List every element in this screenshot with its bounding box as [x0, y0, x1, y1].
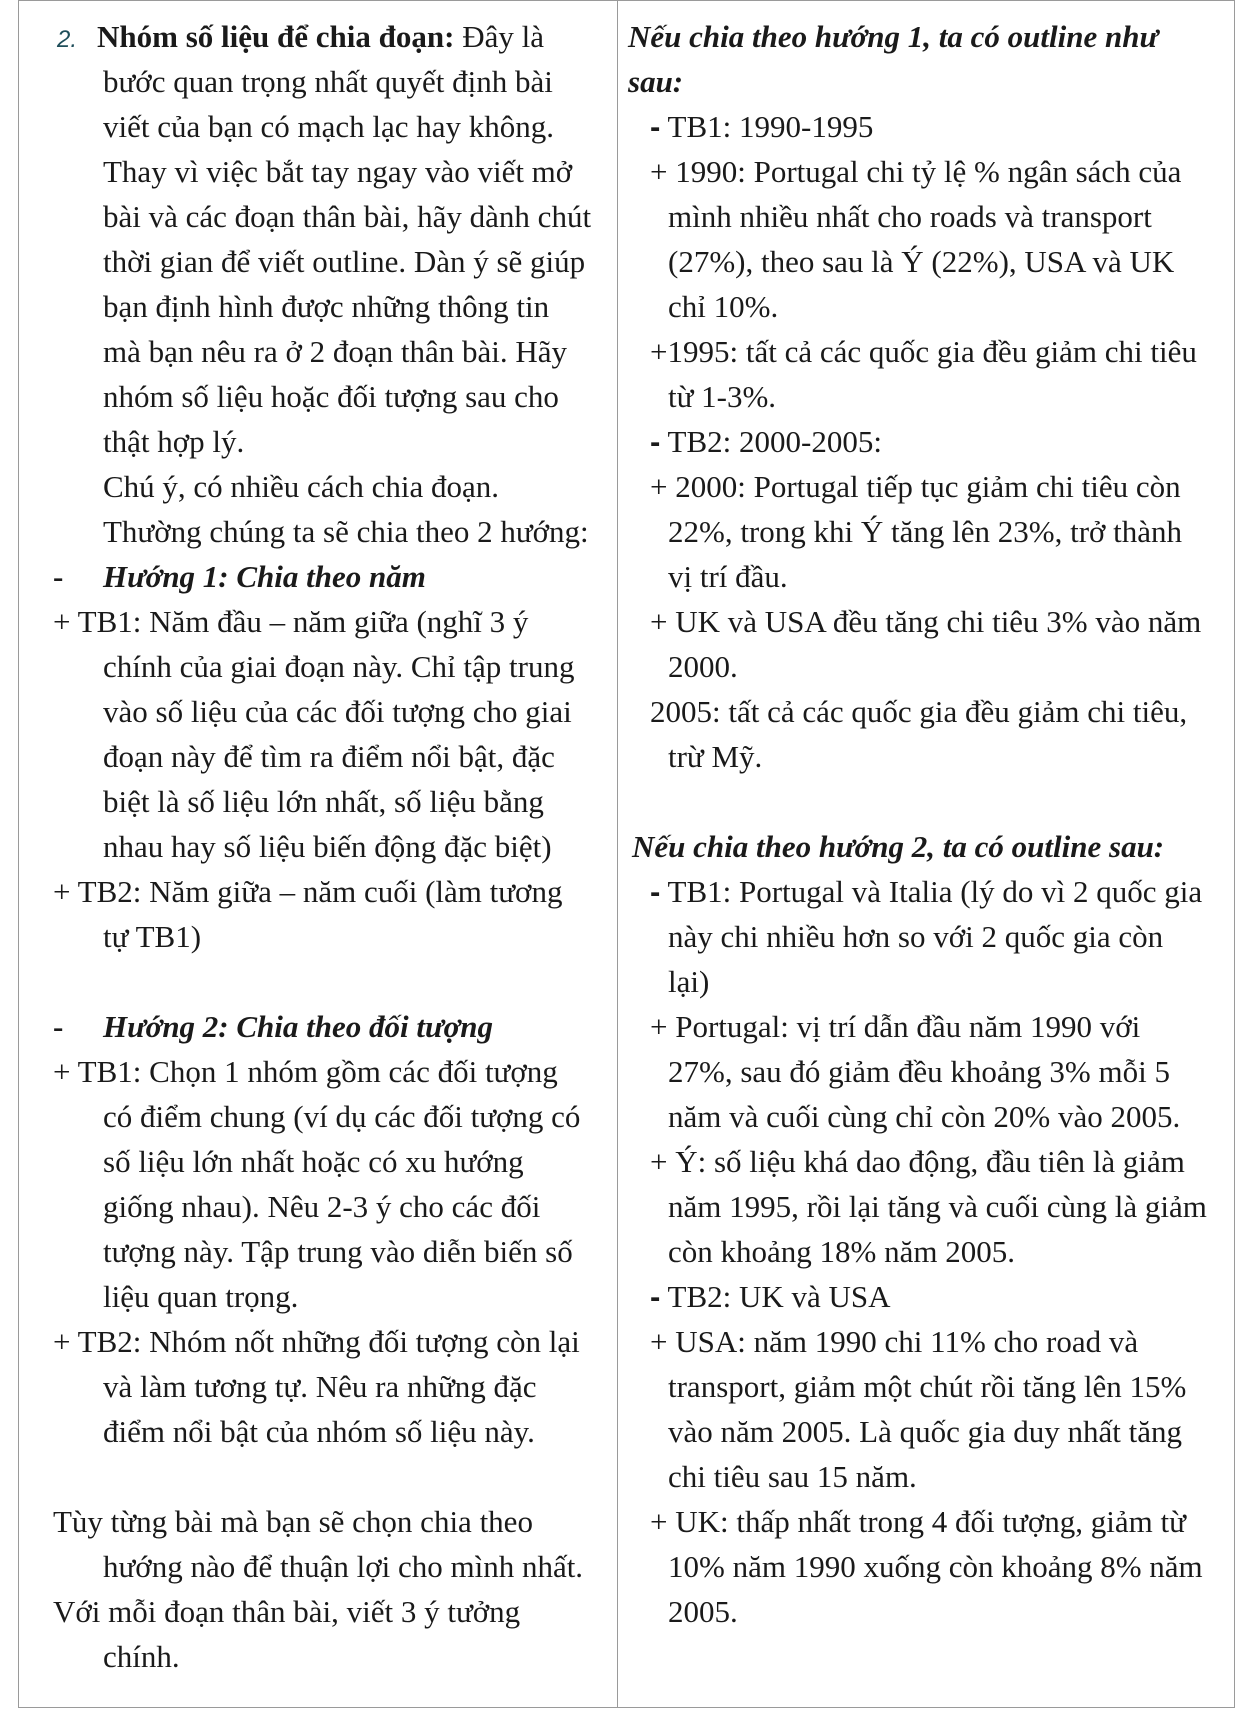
- direction-2-title: Hướng 2: Chia theo đối tượng: [103, 1009, 493, 1044]
- item-2-heading-line: [57, 14, 544, 59]
- direction-2-dash: -: [53, 1009, 64, 1044]
- outline-1-line: 2000.: [668, 649, 738, 684]
- outline-1-line: chỉ 10%.: [668, 289, 779, 324]
- direction-1-line: + TB2: Năm giữa – năm cuối (làm tương: [53, 874, 563, 909]
- closing-line: Tùy từng bài mà bạn sẽ chọn chia theo: [53, 1504, 533, 1539]
- direction-1-title: Hướng 1: Chia theo năm: [103, 559, 426, 594]
- intro-line: bạn định hình được những thông tin: [103, 289, 550, 324]
- intro-line: thật hợp lý.: [103, 424, 245, 459]
- closing-line: chính.: [103, 1639, 180, 1674]
- outline-2-line: 2005.: [668, 1594, 738, 1629]
- outline-text: TB2: 2000-2005:: [660, 424, 882, 459]
- direction-1-line: + TB1: Năm đầu – năm giữa (nghĩ 3 ý: [53, 604, 529, 639]
- outline-2-line: năm và cuối cùng chỉ còn 20% vào 2005.: [668, 1099, 1181, 1134]
- outline-1-line: [650, 419, 882, 464]
- outline-1-line: + 1990: Portugal chi tỷ lệ % ngân sách của: [650, 154, 1182, 189]
- intro-line: bước quan trọng nhất quyết định bài: [103, 64, 553, 99]
- outline-2-line: lại): [668, 964, 710, 999]
- outline-2-line: 10% năm 1990 xuống còn khoảng 8% năm: [668, 1549, 1203, 1584]
- closing-line: hướng nào để thuận lợi cho mình nhất.: [103, 1549, 584, 1584]
- outline-2-line: còn khoảng 18% năm 2005.: [668, 1234, 1015, 1269]
- section-heading: Nhóm số liệu để chia đoạn:: [97, 19, 455, 54]
- outline-2-line: [650, 1274, 891, 1319]
- intro-line: thời gian để viết outline. Dàn ý sẽ giúp: [103, 244, 586, 279]
- outline-text: TB1: 1990-1995: [660, 109, 874, 144]
- direction-2-line: và làm tương tự. Nêu ra những đặc: [103, 1369, 537, 1404]
- outline-2-line: [650, 869, 1202, 914]
- outline-1-line: từ 1-3%.: [668, 379, 777, 414]
- direction-1-line: biệt là số liệu lớn nhất, số liệu bằng: [103, 784, 544, 819]
- direction-1-line: tự TB1): [103, 919, 202, 954]
- table-row: [19, 1, 1235, 1708]
- outline-2-line: 27%, sau đó giảm đều khoảng 3% mỗi 5: [668, 1054, 1170, 1089]
- outline-2-line: + USA: năm 1990 chi 11% cho road và: [650, 1324, 1139, 1359]
- outline-2-line: vào năm 2005. Là quốc gia duy nhất tăng: [668, 1414, 1182, 1449]
- direction-1-dash: -: [53, 559, 64, 594]
- direction-1-line: nhau hay số liệu biến động đặc biệt): [103, 829, 552, 864]
- outline-2-line: + Portugal: vị trí dẫn đầu năm 1990 với: [650, 1009, 1141, 1044]
- outline-2-line: transport, giảm một chút rồi tăng lên 15%: [668, 1369, 1187, 1404]
- outline-1-title: Nếu chia theo hướng 1, ta có outline như: [628, 19, 1159, 54]
- dash-bullet: -: [650, 1279, 661, 1314]
- outline-1-line: vị trí đầu.: [668, 559, 788, 594]
- dash-bullet: -: [650, 424, 661, 459]
- outline-1-line: + UK và USA đều tăng chi tiêu 3% vào năm: [650, 604, 1202, 639]
- left-cell: [19, 1, 618, 1708]
- outline-2-line: năm 1995, rồi lại tăng và cuối cùng là giảm: [668, 1189, 1207, 1224]
- direction-2-line: liệu quan trọng.: [103, 1279, 299, 1314]
- direction-2-line: điểm nổi bật của nhóm số liệu này.: [103, 1414, 535, 1449]
- intro-text: Đây là: [454, 19, 544, 54]
- outline-1-line: 2005: tất cả các quốc gia đều giảm chi tiêu,: [650, 694, 1188, 729]
- outline-2-line: + Ý: số liệu khá dao động, đầu tiên là giảm: [650, 1144, 1185, 1179]
- outline-1-line: + 2000: Portugal tiếp tục giảm chi tiêu còn: [650, 469, 1181, 504]
- outline-2-line: này chi nhiều hơn so với 2 quốc gia còn: [668, 919, 1164, 954]
- direction-1-line: đoạn này để tìm ra điểm nổi bật, đặc: [103, 739, 555, 774]
- intro-line: nhóm số liệu hoặc đối tượng sau cho: [103, 379, 559, 414]
- closing-line: Với mỗi đoạn thân bài, viết 3 ý tưởng: [53, 1594, 521, 1629]
- intro-line: mà bạn nêu ra ở 2 đoạn thân bài. Hãy: [103, 334, 568, 369]
- intro-line: bài và các đoạn thân bài, hãy dành chút: [103, 199, 592, 234]
- direction-2-line: giống nhau). Nêu 2-3 ý cho các đối: [103, 1189, 541, 1224]
- outline-2-title: Nếu chia theo hướng 2, ta có outline sau:: [632, 829, 1165, 864]
- outline-1-line: [650, 104, 873, 149]
- right-cell: [618, 1, 1235, 1708]
- dash-bullet: -: [650, 874, 661, 909]
- outline-1-line: mình nhiều nhất cho roads và transport: [668, 199, 1152, 234]
- outline-2-line: + UK: thấp nhất trong 4 đối tượng, giảm từ: [650, 1504, 1186, 1539]
- content-table: [18, 0, 1235, 1708]
- outline-1-line: 22%, trong khi Ý tăng lên 23%, trở thành: [668, 514, 1183, 549]
- intro-line: viết của bạn có mạch lạc hay không.: [103, 109, 555, 144]
- intro-line: Thường chúng ta sẽ chia theo 2 hướng:: [103, 514, 589, 549]
- outline-1-title: sau:: [628, 64, 684, 99]
- outline-1-line: (27%), theo sau là Ý (22%), USA và UK: [668, 244, 1175, 279]
- direction-2-line: số liệu lớn nhất hoặc có xu hướng: [103, 1144, 524, 1179]
- outline-1-line: +1995: tất cả các quốc gia đều giảm chi tiêu: [650, 334, 1197, 369]
- outline-text: TB2: UK và USA: [660, 1279, 891, 1314]
- list-number: 2.: [57, 26, 78, 53]
- outline-1-line: trừ Mỹ.: [668, 739, 763, 774]
- outline-2-line: chi tiêu sau 15 năm.: [668, 1459, 917, 1494]
- direction-2-line: + TB2: Nhóm nốt những đối tượng còn lại: [53, 1324, 580, 1359]
- dash-bullet: -: [650, 109, 661, 144]
- direction-2-line: tượng này. Tập trung vào diễn biến số: [103, 1234, 573, 1269]
- direction-2-line: + TB1: Chọn 1 nhóm gồm các đối tượng: [53, 1054, 558, 1089]
- direction-1-line: vào số liệu của các đối tượng cho giai: [103, 694, 572, 729]
- intro-line: Chú ý, có nhiều cách chia đoạn.: [103, 469, 499, 504]
- direction-1-line: chính của giai đoạn này. Chỉ tập trung: [103, 649, 575, 684]
- outline-text: TB1: Portugal và Italia (lý do vì 2 quốc gia: [660, 874, 1203, 909]
- direction-2-line: có điểm chung (ví dụ các đối tượng có: [103, 1099, 581, 1134]
- intro-line: Thay vì việc bắt tay ngay vào viết mở: [103, 154, 573, 189]
